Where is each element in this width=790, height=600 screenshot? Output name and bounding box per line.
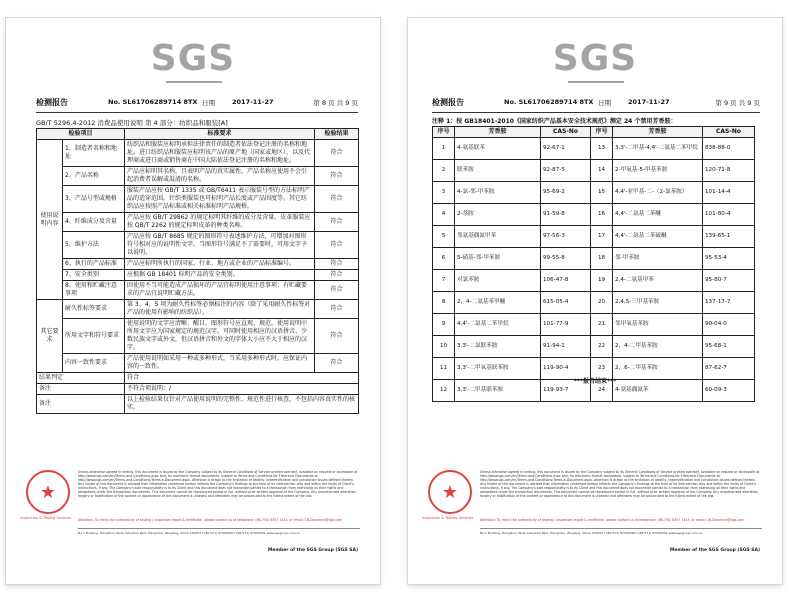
row-no: 7 [433,270,455,292]
row-amine: 邻甲氧基苯胺 [613,314,703,336]
row-cas: 60-09-3 [703,380,755,402]
row-cas: 120-71-8 [703,160,755,182]
page-number: 第 9 页 共 9 页 [715,99,760,107]
row-no: 8 [433,292,455,314]
row-item: 2、产品名称 [63,167,125,186]
report-header [36,98,358,110]
row-no: 3 [433,182,455,204]
conclusion-value: 符合 [125,373,359,384]
row-no: 2 [433,160,455,182]
header-amine: 芳香胺 [455,127,541,138]
row-cas: 95-80-7 [703,270,755,292]
lab-address: No.1 Building, Hangzhou Taida Industrial Park, Hangzhou, Zhejiang, China 310052 t (86-571) 87990000 f (86-571) 87990001 www.sgsgroup.com.cn [78,531,301,535]
conclusion-row [37,373,359,384]
sgs-logo: SGS [552,38,638,79]
table-row [37,213,359,232]
header-rule [36,112,358,113]
row-no: 12 [433,380,455,402]
sgs-seal-stamp: ★ [26,470,70,514]
table-row [433,182,755,204]
table-row [37,186,359,213]
row-no: 20 [591,292,613,314]
logo-underline [166,81,222,83]
row-result: 符合 [315,281,359,300]
table-row [37,354,359,373]
row-cas: 95-69-2 [541,182,591,204]
table-header-row [37,129,359,140]
row-result: 符合 [315,270,359,281]
row-requirement: 使用说明的文字应清晰、醒目，图形符号应直观、规范。使用说明中所用文字应为国家规定的规范汉字，可同时使用相应的汉语拼音、少数民族文字或外文，但汉语拼音和外文的字体大小应不大于相应的汉字。 [125,319,315,354]
report-number: No. SL61706289714 8TX [504,98,594,106]
remark-label: 备注 [37,384,125,395]
stamp-caption: Inspection & Testing Services [422,516,474,520]
row-cas: 101-14-4 [703,182,755,204]
row-result: 符合 [315,140,359,167]
terms-fine-print: Unless otherwise agreed in writing, this document is issued by the Company subject to its General Conditions of Service printed overleaf, available on request or accessible at http://www.sgs.com/en/Terms-and-Conditions.aspx and, for electronic format documents, subject to Terms and Conditions for Electronic Documents at http://www.sgs.com/en/Terms-and-Conditions/Terms-e-Document.aspx. Attention is drawn to the limitation of liability, indemnification and jurisdiction issues defined therein. Any holder of this document is advised that information contained hereon reflects the Company's findings at the time of its intervention only and within the limits of Client's instructions, if any. The Company's sole responsibility is to its Client and this document does not exonerate parties to a transaction from exercising all their rights and obligations under the transaction documents. This document cannot be reproduced except in full, without prior written approval of the Company. Any unauthorized alteration, forgery or falsification of the content or appearance of this document is unlawful and offenders may be prosecuted to the fullest extent of the law. [480,470,760,498]
table-row [433,292,755,314]
row-amine: 2，6-二甲基苯胺 [613,358,703,380]
row-no: 18 [591,248,613,270]
header-no: 序号 [591,127,613,138]
row-item: 1、制造者名称和地址 [63,140,125,167]
row-result: 符合 [315,319,359,354]
report-page-8 [6,18,380,584]
row-result: 符合 [315,186,359,213]
footer-rule [480,528,762,529]
row-cas: 137-17-7 [703,292,755,314]
header-result: 检验结果 [315,129,359,140]
header-no: 序号 [433,127,455,138]
table-row [37,232,359,259]
header-item: 检验项目 [37,129,125,140]
row-no: 17 [591,226,613,248]
table-row [433,138,755,160]
row-no: 21 [591,314,613,336]
lab-address: No.1 Building, Hangzhou Taida Industrial Park, Hangzhou, Zhejiang, China 310052 t (86-571) 87990000 f (86-571) 87990001 www.sgsgroup.com.cn [480,531,703,535]
row-requirement: 应根据 GB 18401 标明产品的安全类别。 [125,270,315,281]
table-row [37,281,359,300]
row-amine: 3,3'-二甲氧基联苯胺 [455,358,541,380]
sgs-member-line: Member of the SGS Group (SGS SA) [267,548,358,553]
row-result: 符合 [315,259,359,270]
row-requirement: 产品应标明所执行的国家、行业、地方或企业的产品标准编号。 [125,259,315,270]
row-result: 符合 [315,300,359,319]
table-header-row [433,127,755,138]
row-no: 13 [591,138,613,160]
remark-value: 不符合项说明：/ [125,384,359,395]
row-cas: 97-56-3 [541,226,591,248]
row-no: 16 [591,204,613,226]
table-row [37,259,359,270]
row-no: 22 [591,336,613,358]
sgs-seal-stamp: ★ [428,470,472,514]
row-cas: 90-04-0 [703,314,755,336]
header-cas: CAS-No [541,127,591,138]
standard-title: GB/T 5296.4-2012 消费品使用说明 第 4 部分：纺织品和服装[A] [36,119,228,127]
page-number: 第 8 页 共 9 页 [313,99,358,107]
row-amine: 2，4-二氨基苯甲醚 [455,292,541,314]
row-requirement: 产品使用说明如采用一种或多种形式，当采用多种形式时，应保证内容的一致性。 [125,354,315,373]
remark-value: 以上检验结果仅针对产品使用说明的完整性、规范性进行核查，不包括内容真实性的核实。 [125,395,359,414]
row-no: 9 [433,314,455,336]
row-item: 4、纤维成分及含量 [63,213,125,232]
row-no: 15 [591,182,613,204]
row-amine: 3,3'-二甲基联苯胺 [455,380,541,402]
header-requirement: 标准要求 [125,129,315,140]
report-page-9 [408,18,782,584]
row-amine: 对氯苯胺 [455,270,541,292]
header-cas: CAS-No [703,127,755,138]
row-amine: 4-氨基联苯 [455,138,541,160]
report-end-marker: ***报告结束*** [573,378,617,385]
row-cas: 91-59-8 [541,204,591,226]
row-cas: 615-05-4 [541,292,591,314]
row-cas: 91-94-1 [541,336,591,358]
row-cas: 106-47-8 [541,270,591,292]
table-row [433,248,755,270]
row-cas: 99-55-8 [541,248,591,270]
row-amine: 2，4-二甲基苯胺 [613,336,703,358]
row-amine: 联苯胺 [455,160,541,182]
table-row [433,204,755,226]
row-amine: 邻-甲苯胺 [613,248,703,270]
row-amine: 4,4'-二氨基二苯硫醚 [613,226,703,248]
row-requirement: 纺织品和服装应标明承担法律责任的制造者依法登记注册的名称和地址。进口纺织品和服装应标明该产品的原产地（国家或地区），以及代理商或进口商或销售商在中国大陆依法登记注册的名称和地址。 [125,140,315,167]
table-row [37,270,359,281]
report-date: 2017-11-27 [232,98,274,106]
row-no: 14 [591,160,613,182]
aromatic-amines-table [432,126,755,402]
row-amine: 5-硝基-邻-甲苯胺 [455,248,541,270]
group-label-content: 使用说明内容 [37,140,63,300]
row-amine: 2-甲氧基-5-甲基苯胺 [613,160,703,182]
row-cas: 87-62-7 [703,358,755,380]
row-item: 所用文字和符号要求 [63,319,125,354]
report-title: 检测报告 [36,98,68,107]
row-amine: 4-氨基偶氮苯 [613,380,703,402]
row-no: 11 [433,358,455,380]
row-requirement: 第 3、4、5 项为耐久性标签必须标注的内容（除了采用耐久性标签对产品的使用有影响的纺织品）。 [125,300,315,319]
row-item: 3、产品号型或规格 [63,186,125,213]
row-amine: 4-氯-邻-甲苯胺 [455,182,541,204]
header-rule [432,112,760,113]
table-row [37,167,359,186]
row-cas: 119-93-7 [541,380,591,402]
logo-underline [568,81,624,83]
header-amine: 芳香胺 [613,127,703,138]
row-requirement: 产品应按 GB/T 8685 规定的图形符号表述维护方法，可增加对图形符号相对应的说明性文字。当图形符号满足不了需要时，可用文字予以说明。 [125,232,315,259]
row-result: 符合 [315,232,359,259]
date-label: 日期 [202,99,215,107]
row-cas: 101-80-4 [703,204,755,226]
authenticity-notice: Attention: To check the authenticity of testing / inspection report & certificate, please contact us at telephone: (86-755) 8307 1443, or email: CN.Doccheck@sgs.com [78,518,343,522]
row-amine: 2,4,5-三甲基苯胺 [613,292,703,314]
row-cas: 92-67-1 [541,138,591,160]
row-no: 1 [433,138,455,160]
report-number: No. SL61706289714 8TX [108,98,198,106]
row-item: 内容一致性要求 [63,354,125,373]
row-amine: 3,3'-二甲基-4,4'-二氨基二苯甲烷 [613,138,703,160]
row-no: 23 [591,358,613,380]
row-result: 符合 [315,213,359,232]
row-amine: 3,3'-二氯联苯胺 [455,336,541,358]
row-cas: 139-65-1 [703,226,755,248]
row-requirement: 因使用不当可能造成产品损坏的产品宜标明使用注意事项；有贮藏要求的产品宜说明贮藏方法。 [125,281,315,300]
row-no: 4 [433,204,455,226]
table-row [433,336,755,358]
row-requirement: 产品应按 GB/T 29862 的规定标明其纤维的成分及含量。皮革服装应按 QB/T 2262 的规定标明皮革的种类名称。 [125,213,315,232]
remark-row [37,395,359,414]
amine-rows [433,138,755,402]
row-item: 6、执行的产品标准 [63,259,125,270]
row-amine: 4,4'-亚甲基-二-（2-氯苯胺） [613,182,703,204]
terms-fine-print: Unless otherwise agreed in writing, this document is issued by the Company subject to its General Conditions of Service printed overleaf, available on request or accessible at http://www.sgs.com/en/Terms-and-Conditions.aspx and, for electronic format documents, subject to Terms and Conditions for Electronic Documents at http://www.sgs.com/en/Terms-and-Conditions/Terms-e-Document.aspx. Attention is drawn to the limitation of liability, indemnification and jurisdiction issues defined therein. Any holder of this document is advised that information contained hereon reflects the Company's findings at the time of its intervention only and within the limits of Client's instructions, if any. The Company's sole responsibility is to its Client and this document does not exonerate parties to a transaction from exercising all their rights and obligations under the transaction documents. This document cannot be reproduced except in full, without prior written approval of the Company. Any unauthorized alteration, forgery or falsification of the content or appearance of this document is unlawful and offenders may be prosecuted to the fullest extent of the law. [78,470,358,498]
authenticity-notice: Attention: To check the authenticity of testing / inspection report & certificate, please contact us at telephone: (86-755) 8307 1443, or email: CN.Doccheck@sgs.com [480,518,745,522]
aromatic-amines-note: 注释 1：按 GB18401-2010《国家纺织产品基本安全技术规范》测定 24 个禁用芳香胺： [432,118,677,125]
row-item: 5、维护方法 [63,232,125,259]
table-row [37,300,359,319]
table-row [433,160,755,182]
row-amine: 4,4'-二氨基二苯醚 [613,204,703,226]
remark-row [37,384,359,395]
row-item: 8、使用和贮藏注意事项 [63,281,125,300]
row-no: 19 [591,270,613,292]
table-row [433,226,755,248]
row-cas: 95-53-4 [703,248,755,270]
report-date: 2017-11-27 [628,98,670,106]
row-requirement: 产品应标明其名称，且表明产品的真实属性。产品名称应使用不会引起消费者误解或混淆的名称。 [125,167,315,186]
table-row [37,140,359,167]
date-label: 日期 [598,99,611,107]
row-no: 5 [433,226,455,248]
row-cas: 92-87-5 [541,160,591,182]
row-cas: 838-88-0 [703,138,755,160]
row-cas: 119-90-4 [541,358,591,380]
row-requirement: 服装产品应按 GB/T 1335 或 GB/T6411 表示服装号型的方法标明产品的适穿范围。针织类服装也可标明产品长度或产品围度等。其它纺织品应按照产品标准或相关标准标明产品规格。 [125,186,315,213]
report-header [432,98,760,110]
row-result: 符合 [315,354,359,373]
row-no: 10 [433,336,455,358]
row-item: 7、安全类别 [63,270,125,281]
row-no: 6 [433,248,455,270]
remark-label: 备注 [37,395,125,414]
table-row [433,270,755,292]
sgs-logo: SGS [150,38,236,79]
row-result: 符合 [315,167,359,186]
table-row [37,319,359,354]
group-label-other: 其它要求 [37,300,63,373]
row-amine: 2-萘胺 [455,204,541,226]
sgs-member-line: Member of the SGS Group (SGS SA) [669,548,760,553]
footer-rule [78,528,360,529]
conclusion-label: 结果判定 [37,373,125,384]
stamp-caption: Inspection & Testing Services [20,516,72,520]
row-amine: 邻氨基偶氮甲苯 [455,226,541,248]
row-amine: 4,4'-二氨基二苯甲烷 [455,314,541,336]
row-amine: 2,4-二氨基甲苯 [613,270,703,292]
row-no: 24 [591,380,613,402]
table-row [433,314,755,336]
row-cas: 95-68-1 [703,336,755,358]
labeling-table [36,128,359,414]
row-item: 耐久性标签要求 [63,300,125,319]
report-title: 检测报告 [432,98,464,107]
row-cas: 101-77-9 [541,314,591,336]
